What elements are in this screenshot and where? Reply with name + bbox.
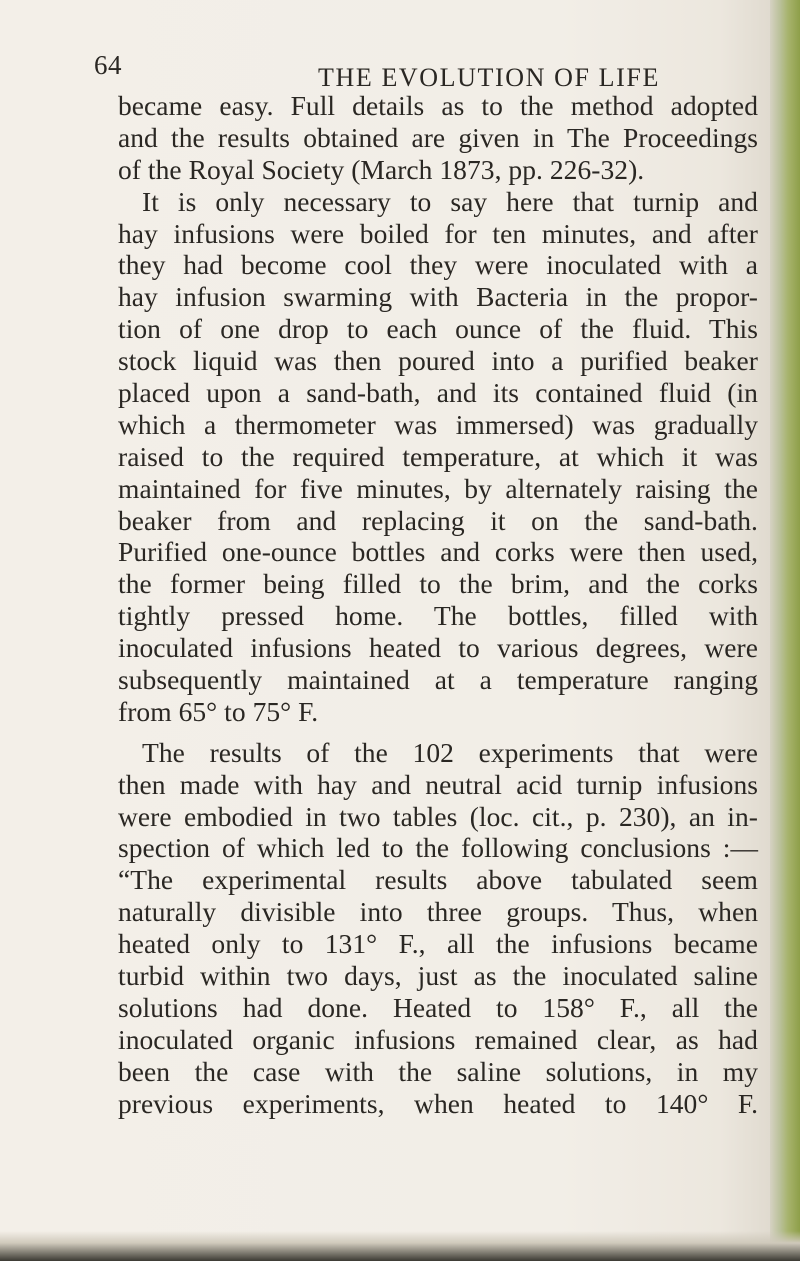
text-line: turbid within two days, just as the inoculated saline — [118, 960, 758, 992]
text-line: of the Royal Society (March 1873, pp. 226-32). — [118, 153, 645, 185]
text-line: naturally divisible into three groups. Thus, when — [118, 896, 758, 928]
text-line: subsequently maintained at a temperature ranging — [118, 664, 758, 696]
text-line: hay infusions were boiled for ten minutes, and after — [118, 217, 758, 249]
text-line: the former being filled to the brim, and the corks — [118, 568, 758, 600]
text-line: been the case with the saline solutions, in my — [118, 1055, 758, 1087]
page-bottom-edge — [0, 1231, 800, 1261]
text-line: It is only necessary to say here that turnip and — [142, 185, 758, 217]
text-line: solutions had done. Heated to 158° F., all the — [118, 991, 758, 1023]
text-line: beaker from and replacing it on the sand-bath. — [118, 504, 758, 536]
text-line: tightly pressed home. The bottles, filled with — [118, 600, 758, 632]
text-line: then made with hay and neutral acid turnip infusions — [118, 768, 758, 800]
page-edge — [770, 0, 800, 1261]
text-line: which a thermometer was immersed) was gradually — [118, 408, 758, 440]
text-line: spection of which led to the following conclusions :— — [118, 832, 758, 864]
text-line: tion of one drop to each ounce of the fluid. This — [118, 313, 758, 345]
text-line: “The experimental results above tabulated seem — [118, 864, 758, 896]
text-line: stock liquid was then poured into a purified beaker — [118, 345, 758, 377]
text-line: and the results obtained are given in The Proceedings — [118, 121, 758, 153]
text-line: heated only to 131° F., all the infusions became — [118, 928, 758, 960]
running-head: THE EVOLUTION OF LIFE — [318, 63, 660, 92]
text-line: Purified one-ounce bottles and corks were then used, — [118, 536, 758, 568]
text-line: placed upon a sand-bath, and its contained fluid (in — [118, 377, 758, 409]
text-line: inoculated infusions heated to various degrees, were — [118, 632, 758, 664]
text-line: hay infusion swarming with Bacteria in the propor- — [118, 281, 758, 313]
text-line: The results of the 102 experiments that were — [142, 736, 758, 768]
text-line: from 65° to 75° F. — [118, 695, 319, 727]
text-line: became easy. Full details as to the method adopted — [118, 90, 758, 121]
page-header — [0, 50, 800, 90]
text-line: were embodied in two tables (loc. cit., p. 230), an in- — [118, 800, 758, 832]
text-line: they had become cool they were inoculated with a — [118, 249, 758, 281]
text-line: inoculated organic infusions remained clear, as had — [118, 1023, 758, 1055]
body-text — [118, 90, 758, 1120]
text-line: previous experiments, when heated to 140° F. — [118, 1087, 758, 1119]
page-number: 64 — [94, 50, 122, 80]
text-line: raised to the required temperature, at which it was — [118, 440, 758, 472]
text-line: maintained for five minutes, by alternately raising the — [118, 472, 758, 504]
